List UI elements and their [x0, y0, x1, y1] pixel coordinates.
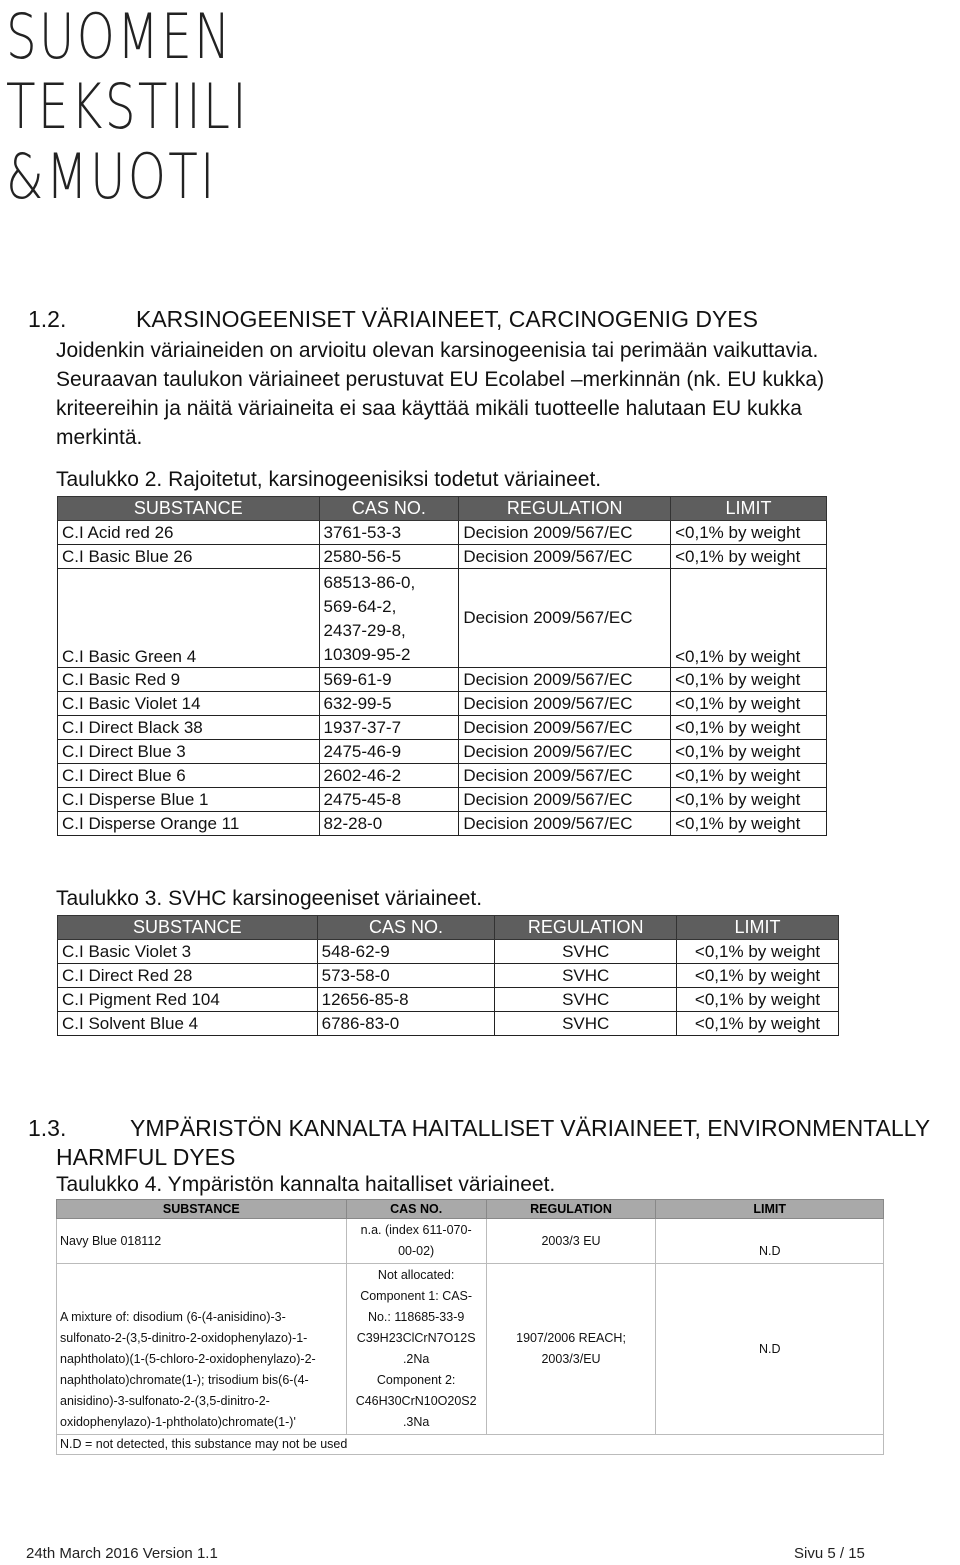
cell-limit: <0,1% by weight [671, 545, 827, 569]
table-footnote-row [57, 1435, 884, 1455]
cell-limit: <0,1% by weight [671, 764, 827, 788]
cell-regulation [486, 1264, 656, 1435]
header-substance: SUBSTANCE [57, 1200, 347, 1219]
cell-cas [346, 1264, 486, 1435]
cell-cas [319, 569, 459, 668]
substance-line: anisidino)-3-sulfonato-2-(3,5-dinitro-2- [60, 1394, 270, 1408]
cell-limit: <0,1% by weight [671, 716, 827, 740]
logo [6, 2, 249, 212]
cell-substance: C.I Direct Black 38 [58, 716, 320, 740]
table-row [57, 1219, 884, 1264]
cas-line: .3Na [402, 1415, 430, 1429]
cell-substance: C.I Pigment Red 104 [58, 988, 318, 1012]
cas-line: .2Na [402, 1352, 430, 1366]
cell-regulation: Decision 2009/567/EC [459, 716, 671, 740]
substance-line: naphtholato)chromate(1-); trisodium bis(6-(4- [60, 1373, 309, 1387]
cell-cas: 12656-85-8 [317, 988, 495, 1012]
footer-page-number: Sivu 5 / 15 [794, 1545, 865, 1562]
table-3-caption: Taulukko 3. SVHC karsinogeeniset väriaineet. [56, 887, 483, 910]
header-regulation: REGULATION [495, 916, 677, 940]
header-substance: SUBSTANCE [58, 497, 320, 521]
cell-cas: 569-61-9 [319, 668, 459, 692]
cell-cas: 2602-46-2 [319, 764, 459, 788]
cell-cas: 3761-53-3 [319, 521, 459, 545]
table-row [58, 788, 827, 812]
cell-limit: <0,1% by weight [671, 788, 827, 812]
cell-regulation: Decision 2009/567/EC [459, 788, 671, 812]
cell-cas: 6786-83-0 [317, 1012, 495, 1036]
cas-line: 2437-29-8, [323, 621, 406, 640]
cell-regulation: SVHC [495, 940, 677, 964]
substance-line: A mixture of: disodium (6-(4-anisidino)-3- [60, 1310, 286, 1324]
cell-limit: <0,1% by weight [671, 740, 827, 764]
cell-cas: 573-58-0 [317, 964, 495, 988]
paragraph-line: merkintä. [56, 426, 143, 449]
cell-substance: C.I Direct Blue 3 [58, 740, 320, 764]
cas-line: C39H23ClCrN7O12S [356, 1331, 476, 1345]
logo-line-1: SUOMEN [6, 0, 233, 73]
cell-cas [346, 1219, 486, 1264]
table-row [58, 764, 827, 788]
cell-substance: C.I Basic Blue 26 [58, 545, 320, 569]
cell-regulation: Decision 2009/567/EC [459, 764, 671, 788]
cell-substance: C.I Basic Violet 14 [58, 692, 320, 716]
header-substance: SUBSTANCE [58, 916, 318, 940]
cell-cas: 2475-46-9 [319, 740, 459, 764]
table-4 [56, 1199, 884, 1455]
cell-regulation: Decision 2009/567/EC [459, 668, 671, 692]
table-header-row [58, 497, 827, 521]
table-header-row [57, 1200, 884, 1219]
table-2-caption: Taulukko 2. Rajoitetut, karsinogeenisiksi todetut väriaineet. [56, 468, 602, 491]
table-row [58, 1012, 839, 1036]
cell-regulation: Decision 2009/567/EC [459, 521, 671, 545]
cell-limit: <0,1% by weight [671, 569, 827, 668]
header-regulation: REGULATION [459, 497, 671, 521]
substance-line: sulfonato-2-(3,5-dinitro-2-oxidophenylazo)-1- [60, 1331, 308, 1345]
table-header-row [58, 916, 839, 940]
section-number: 1.2. [28, 306, 67, 332]
cell-regulation: Decision 2009/567/EC [459, 545, 671, 569]
substance-line: oxidophenylazo)-1-phtholato)chromate(1-)' [60, 1415, 296, 1429]
header-regulation: REGULATION [486, 1200, 656, 1219]
cas-line: 68513-86-0, [323, 573, 416, 592]
cas-line: 10309-95-2 [323, 645, 411, 664]
table-row [58, 569, 827, 668]
cell-limit: N.D [656, 1219, 884, 1264]
regulation-line: 2003/3/EU [541, 1352, 601, 1366]
table-row [58, 988, 839, 1012]
cell-cas: 632-99-5 [319, 692, 459, 716]
cell-regulation: Decision 2009/567/EC [459, 812, 671, 836]
cell-substance: C.I Basic Green 4 [58, 569, 320, 668]
footer-date-version: 24th March 2016 Version 1.1 [26, 1545, 218, 1562]
section-1-2-heading [28, 306, 758, 333]
cell-regulation: Decision 2009/567/EC [459, 692, 671, 716]
cell-substance: C.I Basic Red 9 [58, 668, 320, 692]
table-row [58, 716, 827, 740]
section-title: KARSINOGEENISET VÄRIAINEET, CARCINOGENIG DYES [136, 306, 758, 332]
cell-substance: C.I Solvent Blue 4 [58, 1012, 318, 1036]
cas-line: No.: 118685-33-9 [367, 1310, 465, 1324]
header-cas: CAS NO. [319, 497, 459, 521]
cell-limit: <0,1% by weight [677, 1012, 839, 1036]
cell-limit: <0,1% by weight [671, 812, 827, 836]
cas-line: 00-02) [398, 1244, 435, 1258]
section-number: 1.3. [28, 1115, 67, 1141]
section-1-2-paragraph [56, 336, 956, 452]
cell-regulation: Decision 2009/567/EC [459, 740, 671, 764]
paragraph-line: Joidenkin väriaineiden on arvioitu olevan karsinogeenisia tai perimään vaikuttavia. [56, 339, 819, 362]
cell-regulation: SVHC [495, 988, 677, 1012]
cell-limit: N.D [656, 1264, 884, 1435]
cell-substance [57, 1264, 347, 1435]
cell-substance: C.I Acid red 26 [58, 521, 320, 545]
cas-line: 569-64-2, [323, 597, 397, 616]
header-limit: LIMIT [671, 497, 827, 521]
cas-line: n.a. (index 611-070- [360, 1223, 472, 1237]
cell-cas: 1937-37-7 [319, 716, 459, 740]
cell-limit: <0,1% by weight [677, 940, 839, 964]
cell-cas: 2475-45-8 [319, 788, 459, 812]
cas-line: Component 1: CAS- [360, 1289, 473, 1303]
table-row [58, 740, 827, 764]
cell-limit: <0,1% by weight [677, 964, 839, 988]
cell-limit: <0,1% by weight [671, 668, 827, 692]
table-3 [57, 915, 839, 1036]
table-2 [57, 496, 827, 836]
table-row [58, 521, 827, 545]
section-title-line-1: YMPÄRISTÖN KANNALTA HAITALLISET VÄRIAINEET, ENVIRONMENTALLY [130, 1115, 931, 1141]
cell-substance: Navy Blue 018112 [57, 1219, 347, 1264]
paragraph-line: kriteereihin ja näitä väriaineita ei saa käyttää mikäli tuotteelle halutaan EU kukka [56, 397, 802, 420]
cell-regulation: 2003/3 EU [486, 1219, 656, 1264]
section-title-line-2: HARMFUL DYES [56, 1144, 236, 1170]
header-cas: CAS NO. [317, 916, 495, 940]
logo-line-3: &MUOTI [6, 140, 217, 213]
cas-line: C46H30CrN10O20S2 [355, 1394, 477, 1408]
cas-line: Not allocated: [377, 1268, 455, 1282]
table-row [58, 668, 827, 692]
table-row [58, 940, 839, 964]
logo-line-2: TEKSTIILI [6, 70, 249, 143]
table-row [58, 964, 839, 988]
section-1-3-heading [28, 1115, 930, 1142]
substance-line: naphtholato)(1-(5-chloro-2-oxidophenylazo)-2- [60, 1352, 316, 1366]
cell-limit: <0,1% by weight [671, 692, 827, 716]
paragraph-line: Seuraavan taulukon väriaineet perustuvat EU Ecolabel –merkinnän (nk. EU kukka) [56, 368, 825, 391]
cas-line: Component 2: [376, 1373, 456, 1387]
table-row [58, 545, 827, 569]
cell-cas: 2580-56-5 [319, 545, 459, 569]
cell-regulation: SVHC [495, 1012, 677, 1036]
cell-limit: <0,1% by weight [671, 521, 827, 545]
table-4-caption: Taulukko 4. Ympäristön kannalta haitalliset väriaineet. [56, 1173, 556, 1196]
table-row [58, 692, 827, 716]
header-limit: LIMIT [677, 916, 839, 940]
header-cas: CAS NO. [346, 1200, 486, 1219]
cell-substance: C.I Direct Blue 6 [58, 764, 320, 788]
cell-regulation: Decision 2009/567/EC [459, 569, 671, 668]
table-row [58, 812, 827, 836]
regulation-line: 1907/2006 REACH; [516, 1331, 626, 1345]
cell-substance: C.I Disperse Blue 1 [58, 788, 320, 812]
table-row [57, 1264, 884, 1435]
header-limit: LIMIT [656, 1200, 884, 1219]
cell-substance: C.I Direct Red 28 [58, 964, 318, 988]
cell-substance: C.I Disperse Orange 11 [58, 812, 320, 836]
cell-regulation: SVHC [495, 964, 677, 988]
cell-substance: C.I Basic Violet 3 [58, 940, 318, 964]
cell-cas: 548-62-9 [317, 940, 495, 964]
table-footnote: N.D = not detected, this substance may not be used [57, 1435, 884, 1455]
cell-cas: 82-28-0 [319, 812, 459, 836]
cell-limit: <0,1% by weight [677, 988, 839, 1012]
